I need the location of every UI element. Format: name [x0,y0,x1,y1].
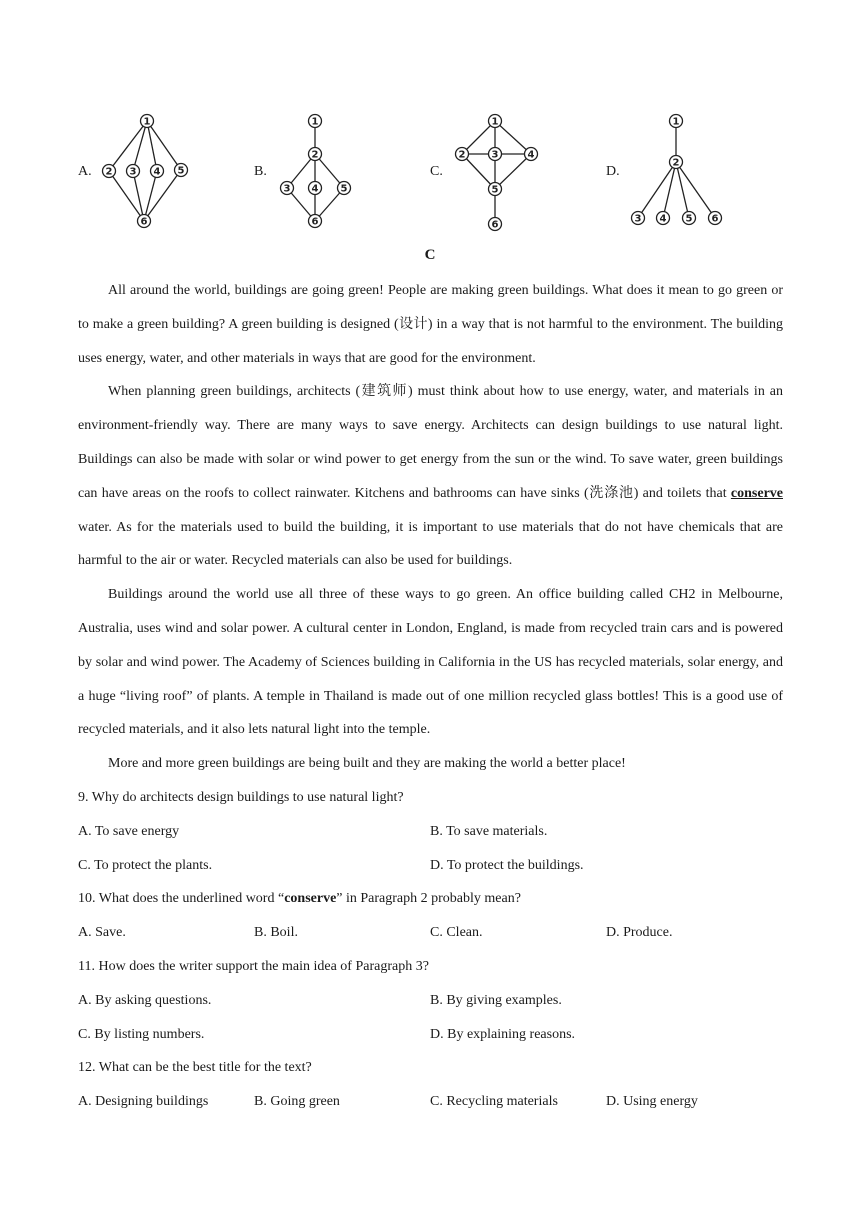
node-label: 5 [685,213,693,225]
paragraph-3: Buildings around the world use all three of these ways to go green. An office building called CH2 in Melbourne, Australia, uses wind and solar power. A cultural center in London, England, is made from recycled train cars and is powered by solar and wind power. The Academy of Sciences building in California in the US has recycled materials, solar energy, and a huge “living roof” of plants. A temple in Thailand is made out of one million recycled glass bottles! This is a good use of recycled materials, and it also lets natural light into the temple. [78,587,783,738]
node-label: 2 [458,149,466,161]
option-d: D. By explaining reasons. [430,1026,576,1042]
option-b: B. By giving examples. [430,992,562,1008]
paragraph-2 [78,375,783,578]
paragraph-2-text: water. As for the materials used to build the building, it is important to use materials that do not have chemicals that are harmful to the air or water. Recycled materials can also be used for buildings. [78,519,783,569]
diagram-c [452,108,547,233]
question-list [78,781,783,1119]
option-d: D. Using energy [606,1094,698,1110]
node-label: 3 [634,213,642,225]
node-label: 2 [105,166,113,178]
paragraph-4: More and more green buildings are being built and they are making the world a better place! [108,756,626,772]
node-label: 6 [311,216,319,228]
option-a-label: A. [78,164,92,179]
option-c: C. Clean. [430,925,483,941]
node-label: 1 [491,116,499,128]
option-c: C. To protect the plants. [78,857,213,873]
paragraph-2-text: When planning green buildings, architects (建筑师) must think about how to use energy, water, and materials in an environment-friendly way. There are many ways to save energy. Architects can design buildings to use natural light. Buildings can also be made with solar or wind power to get energy from the sun or the wind. To save water, green buildings can have areas on the roofs to collect rainwater. Kitchens and bathrooms can have sinks (洗涤池) and toilets that [78,384,783,501]
reading-passage [78,274,783,781]
question-9: 9. Why do architects design buildings to use natural light? [78,790,404,805]
node-label: 6 [491,219,499,231]
node-label: 6 [140,216,148,228]
node-label: 6 [711,213,719,225]
option-a: A. Save. [78,925,126,941]
node-label: 3 [129,166,137,178]
question-9-options-row-1 [78,815,783,849]
node-label: 3 [283,183,291,195]
diagram-options-row [0,108,860,238]
node-label: 5 [177,165,185,177]
option-a: A. To save energy [78,823,180,839]
diagram-a [100,108,200,233]
node-label: 4 [311,183,319,195]
node-label: 4 [153,166,161,178]
question-11-options-row-1 [78,984,783,1018]
option-c: C. Recycling materials [430,1094,558,1110]
option-a: A. By asking questions. [78,992,212,1008]
diagram-b [278,108,358,233]
node-label: 4 [659,213,667,225]
node-label: 2 [311,149,319,161]
question-12: 12. What can be the best title for the text? [78,1060,312,1076]
option-c-label: C. [430,164,443,179]
question-10-text: ” in Paragraph 2 probably mean? [336,891,521,907]
node-label: 1 [143,116,151,128]
paragraph-1: All around the world, buildings are going green! People are making green buildings. What does it mean to go green or to make a green building? A green building is designed (设计) in a way that is not harmful to the environment. The building uses energy, water, and other materials in ways that are good for the environment. [78,283,783,366]
diagram-d [628,108,728,233]
option-a: A. Designing buildings [78,1094,209,1110]
option-d: D. Produce. [606,925,673,941]
node-label: 5 [491,184,499,196]
option-b: B. Boil. [254,925,298,941]
option-c: C. By listing numbers. [78,1026,205,1042]
node-label: 1 [311,116,319,128]
question-10-text: 10. What does the underlined word “ [78,891,285,907]
option-d-label: D. [606,164,620,179]
section-heading: C [424,247,436,263]
node-label: 1 [672,116,680,128]
node-label: 3 [491,149,499,161]
question-10-options-row [78,916,783,950]
question-11: 11. How does the writer support the main idea of Paragraph 3? [78,958,429,974]
node-label: 2 [672,157,680,169]
option-b: B. To save materials. [430,823,548,839]
question-11-options-row-2 [78,1018,783,1052]
option-b: B. Going green [254,1094,340,1110]
option-d: D. To protect the buildings. [430,857,584,873]
question-10-keyword: conserve [284,891,337,907]
question-10 [78,882,783,916]
node-label: 4 [527,149,535,161]
underlined-word: conserve [730,485,783,501]
option-b-label: B. [254,164,267,179]
question-12-options-row [78,1085,783,1119]
node-label: 5 [340,183,348,195]
question-9-options-row-2 [78,849,783,883]
